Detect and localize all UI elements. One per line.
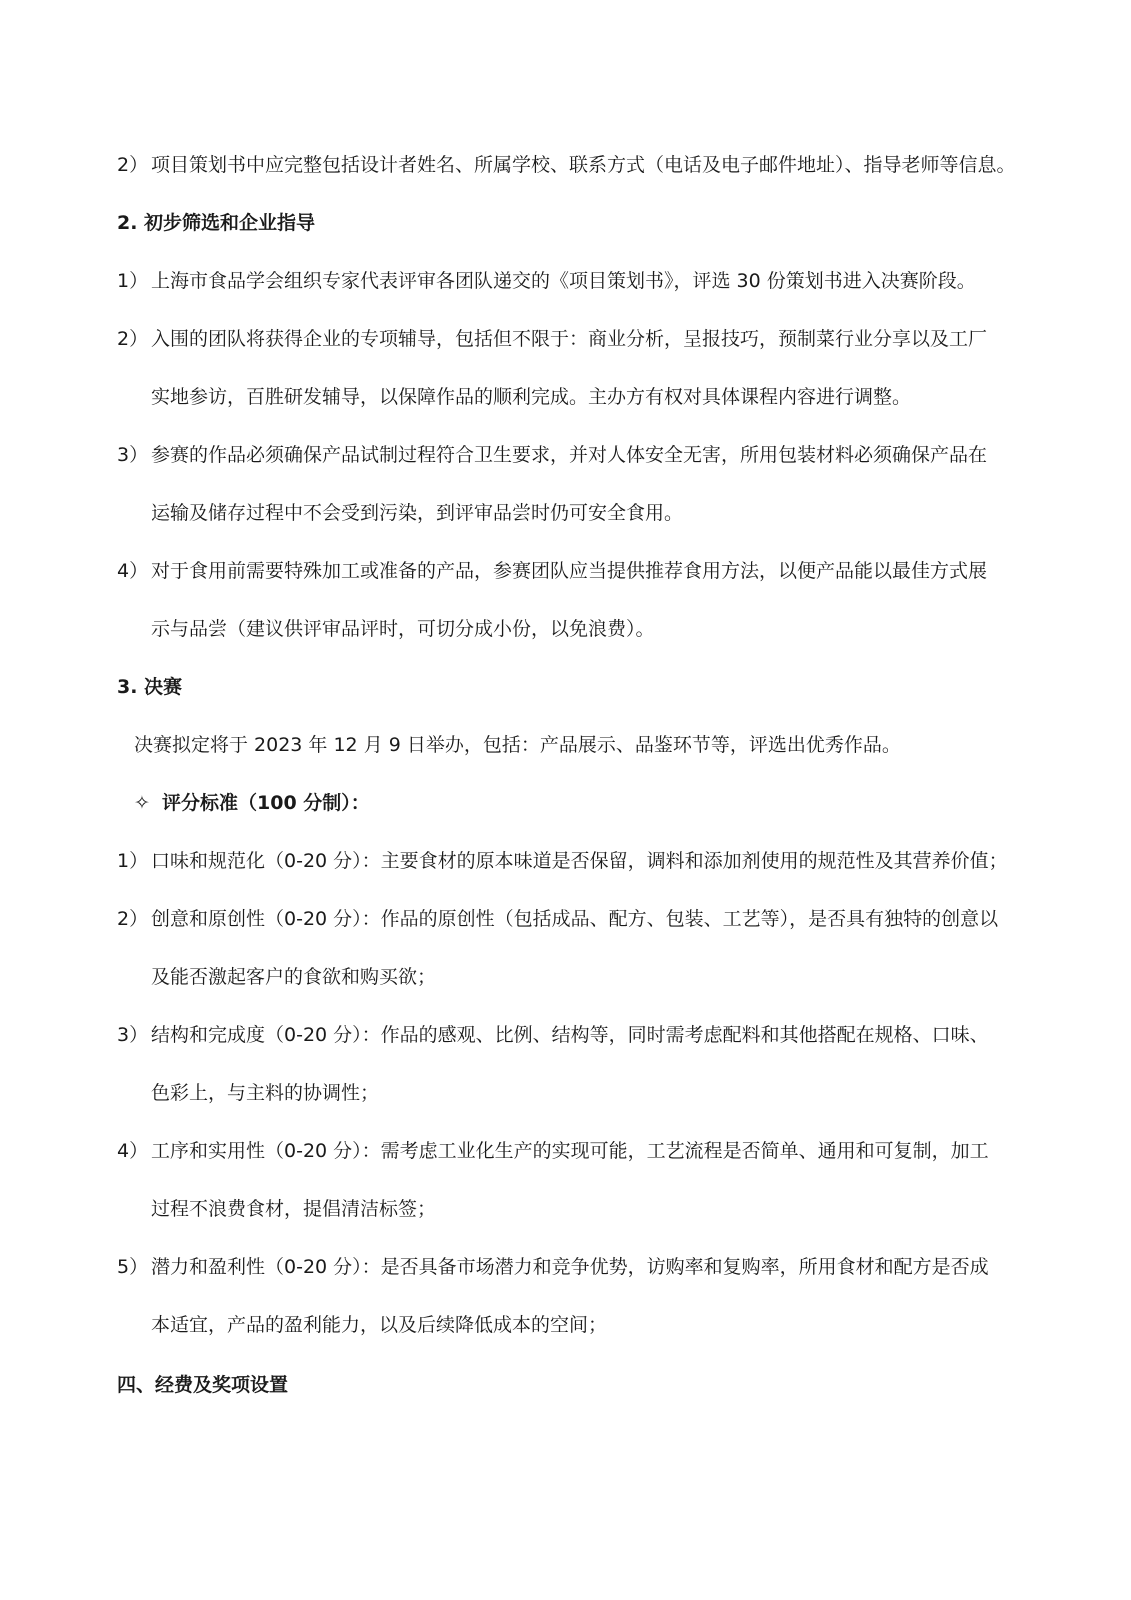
item-text: 工序和实用性（0-20 分）：需考虑工业化生产的实现可能，工艺流程是否简单、通用和可复制，加工: [151, 1140, 989, 1162]
item-text: 运输及储存过程中不会受到污染，到评审品尝时仍可安全食用。: [151, 502, 684, 524]
item-text: 参赛的作品必须确保产品试制过程符合卫生要求，并对人体安全无害，所用包装材料必须确保产品在: [151, 444, 988, 466]
item-text: 及能否激起客户的食欲和购买欲；: [151, 966, 437, 988]
item-number: 1）: [117, 270, 149, 292]
item-text: 过程不浪费食材，提倡清洁标签；: [151, 1198, 437, 1220]
paragraph: 决赛拟定将于 2023 年 12 月 9 日举办，包括：产品展示、品鉴环节等，评选出优秀作品。: [134, 734, 901, 756]
item-number: 5）: [117, 1256, 149, 1278]
criteria-heading-text: 评分标准（100 分制）：: [162, 792, 370, 814]
item-text: 示与品尝（建议供评审品评时，可切分成小份，以免浪费）。: [151, 618, 655, 640]
item-text: 项目策划书中应完整包括设计者姓名、所属学校、联系方式（电话及电子邮件地址）、指导老师等信息。: [151, 154, 1016, 176]
item-text: 潜力和盈利性（0-20 分）：是否具备市场潜力和竞争优势，访购率和复购率，所用食材和配方是否成: [151, 1256, 989, 1278]
section-heading: 3. 决赛: [117, 676, 183, 698]
item-text: 创意和原创性（0-20 分）：作品的原创性（包括成品、配方、包装、工艺等），是否具有独特的创意以: [151, 908, 999, 930]
item-text: 色彩上，与主料的协调性；: [151, 1082, 380, 1104]
item-text: 入围的团队将获得企业的专项辅导，包括但不限于：商业分析，呈报技巧，预制菜行业分享以及工厂: [151, 328, 988, 350]
criteria-heading: [134, 790, 370, 816]
item-text: 对于食用前需要特殊加工或准备的产品，参赛团队应当提供推荐食用方法，以便产品能以最佳方式展: [151, 560, 988, 582]
item-text: 结构和完成度（0-20 分）：作品的感观、比例、结构等，同时需考虑配料和其他搭配在规格、口味、: [151, 1024, 989, 1046]
item-number: 2）: [117, 154, 149, 176]
diamond-bullet-icon: ✧: [134, 792, 150, 814]
item-number: 2）: [117, 908, 149, 930]
item-number: 2）: [117, 328, 149, 350]
item-number: 1）: [117, 850, 149, 872]
section-heading: 2. 初步筛选和企业指导: [117, 212, 316, 234]
item-number: 4）: [117, 1140, 149, 1162]
item-text: 口味和规范化（0-20 分）：主要食材的原本味道是否保留，调料和添加剂使用的规范性及其营养价值；: [151, 850, 1008, 872]
section-heading: 四、经费及奖项设置: [117, 1374, 289, 1396]
item-text: 上海市食品学会组织专家代表评审各团队递交的《项目策划书》，评选 30 份策划书进入决赛阶段。: [151, 270, 976, 292]
item-number: 4）: [117, 560, 149, 582]
item-number: 3）: [117, 1024, 149, 1046]
item-number: 3）: [117, 444, 149, 466]
item-text: 本适宜，产品的盈利能力，以及后续降低成本的空间；: [151, 1314, 608, 1336]
item-text: 实地参访，百胜研发辅导，以保障作品的顺利完成。主办方有权对具体课程内容进行调整。: [151, 386, 912, 408]
